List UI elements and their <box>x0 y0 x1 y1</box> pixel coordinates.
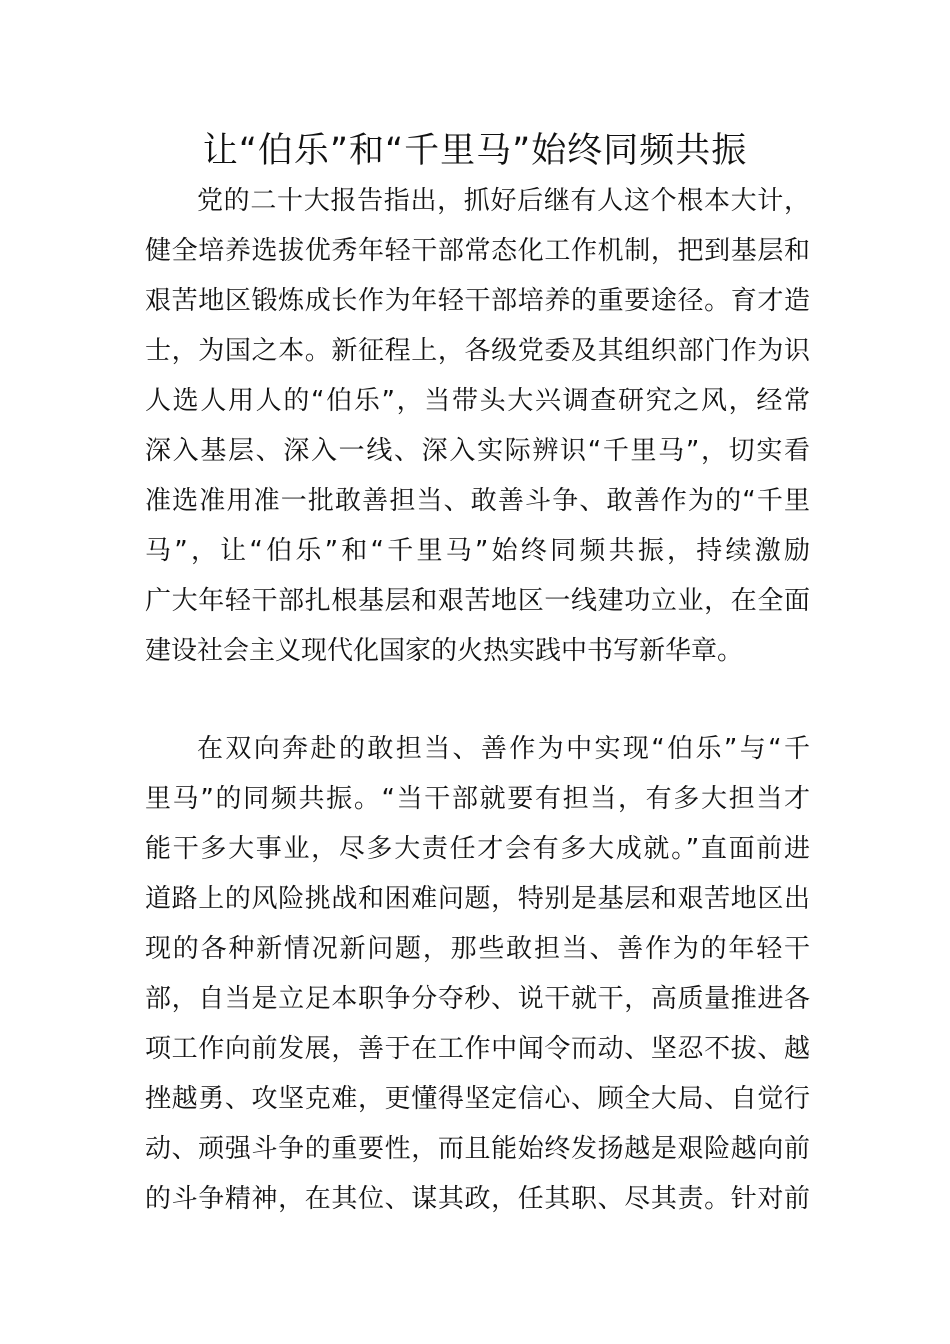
document-title: 让“伯乐”和“千里马”始终同频共振 <box>202 131 748 171</box>
paragraph-line: 马”，让“伯乐”和“千里马”始终同频共振，持续激励 <box>145 536 810 566</box>
paragraph-line: 士，为国之本。新征程上，各级党委及其组织部门作为识 <box>145 336 810 366</box>
paragraph-line: 里马”的同频共振。“当干部就要有担当，有多大担当才 <box>145 784 810 814</box>
paragraph-line: 深入基层、深入一线、深入实际辨识“千里马”，切实看 <box>145 436 810 466</box>
paragraph-line: 能干多大事业，尽多大责任才会有多大成就。”直面前进 <box>145 834 810 864</box>
paragraph-line: 准选准用准一批敢善担当、敢善斗争、敢善作为的“千里 <box>145 486 810 516</box>
paragraph-line: 在双向奔赴的敢担当、善作为中实现“伯乐”与“千 <box>197 734 810 764</box>
paragraph-line: 现的各种新情况新问题，那些敢担当、善作为的年轻干 <box>145 934 810 964</box>
paragraph-line: 党的二十大报告指出，抓好后继有人这个根本大计， <box>197 186 810 216</box>
paragraph-line: 人选人用人的“伯乐”，当带头大兴调查研究之风，经常 <box>145 386 810 416</box>
paragraph-line: 动、顽强斗争的重要性，而且能始终发扬越是艰险越向前 <box>145 1134 810 1164</box>
paragraph-line: 部，自当是立足本职争分夺秒、说干就干，高质量推进各 <box>145 984 810 1014</box>
paragraph-line: 的斗争精神，在其位、谋其政，任其职、尽其责。针对前 <box>145 1184 810 1214</box>
paragraph-line: 建设社会主义现代化国家的火热实践中书写新华章。 <box>145 636 744 666</box>
paragraph-line: 项工作向前发展，善于在工作中闻令而动、坚忍不拔、越 <box>145 1034 810 1064</box>
paragraph-line: 挫越勇、攻坚克难，更懂得坚定信心、顾全大局、自觉行 <box>145 1084 810 1114</box>
paragraph-line: 广大年轻干部扎根基层和艰苦地区一线建功立业，在全面 <box>145 586 810 616</box>
paragraph-line: 道路上的风险挑战和困难问题，特别是基层和艰苦地区出 <box>145 884 810 914</box>
paragraph-line: 健全培养选拔优秀年轻干部常态化工作机制，把到基层和 <box>145 236 810 266</box>
paragraph-line: 艰苦地区锻炼成长作为年轻干部培养的重要途径。育才造 <box>145 286 810 316</box>
